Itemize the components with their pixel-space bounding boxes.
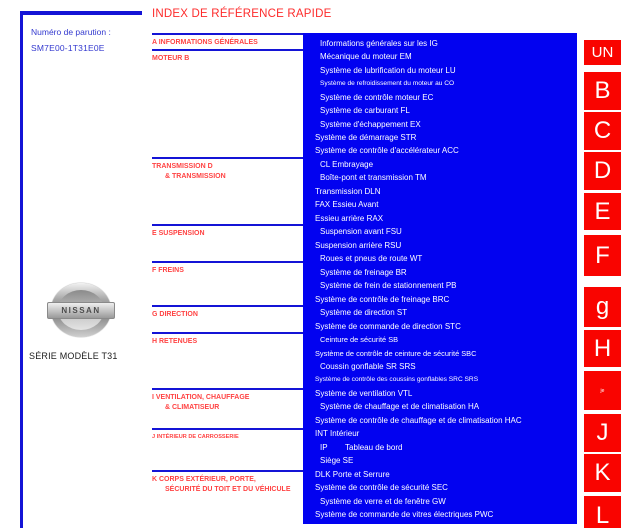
thumb-tab-j[interactable]: J	[584, 414, 621, 452]
thumb-tab-b[interactable]: B	[584, 72, 621, 110]
index-item[interactable]: Système de frein de stationnement PB	[320, 281, 457, 291]
category-t[interactable]	[152, 157, 303, 224]
index-item[interactable]: Système de contrôle des coussins gonflables SRC SRS	[315, 376, 479, 384]
category-label-line: TRANSMISSION D	[152, 163, 213, 170]
thumb-tab-l[interactable]: L	[584, 496, 621, 528]
category-e[interactable]	[152, 224, 303, 261]
category-label-line: G DIRECTION	[152, 311, 198, 318]
category-label-line: MOTEUR B	[152, 55, 190, 62]
category-i[interactable]	[152, 388, 303, 428]
nissan-logo-text: NISSAN	[61, 306, 101, 315]
index-item[interactable]: Essieu arrière RAX	[315, 213, 384, 223]
category-label-line: & TRANSMISSION	[165, 172, 226, 180]
index-item[interactable]: Siège SE	[320, 456, 354, 466]
index-item[interactable]: Système d'échappement EX	[320, 119, 421, 129]
category-label-line: & CLIMATISEUR	[165, 403, 220, 411]
thumb-tab-k[interactable]: K	[584, 454, 621, 492]
nissan-logo-bar	[47, 302, 115, 319]
index-item[interactable]: Mécanique du moteur EM	[320, 52, 412, 62]
index-item[interactable]: Informations générales sur les IG	[320, 38, 438, 48]
index-item[interactable]: CL Embrayage	[320, 159, 374, 169]
category-label-line: A INFORMATIONS GÉNÉRALES	[152, 39, 258, 46]
category-j[interactable]	[152, 428, 303, 470]
category-a[interactable]	[152, 33, 303, 49]
index-item[interactable]: Système de direction ST	[320, 308, 408, 318]
publication-info-panel	[20, 11, 142, 528]
index-item[interactable]: Ceinture de sécurité SB	[320, 335, 399, 345]
thumb-tab-c[interactable]: C	[584, 112, 621, 150]
index-item[interactable]: Système de contrôle moteur EC	[320, 92, 434, 102]
thumb-tab-g[interactable]: g	[584, 287, 621, 327]
index-item[interactable]: Roues et pneus de route WT	[320, 254, 423, 264]
index-item[interactable]: FAX Essieu Avant	[315, 200, 379, 210]
category-label-line: K CORPS EXTÉRIEUR, PORTE,	[152, 476, 256, 483]
thumb-tab-f[interactable]: F	[584, 235, 621, 276]
category-label-line: I VENTILATION, CHAUFFAGE	[152, 394, 250, 401]
index-item[interactable]: Système de commande de vitres électriques PWC	[315, 510, 494, 520]
index-item[interactable]: Système de démarrage STR	[315, 133, 417, 143]
index-item[interactable]: Système de contrôle d'accélérateur ACC	[315, 146, 459, 156]
index-item[interactable]: Système de lubrification du moteur LU	[320, 65, 456, 75]
index-item[interactable]: INT Intérieur	[315, 429, 360, 439]
section-index-list	[303, 33, 577, 524]
category-label-line: E SUSPENSION	[152, 230, 205, 237]
issue-number-label: Numéro de parution :	[31, 27, 111, 37]
category-f[interactable]	[152, 261, 303, 305]
issue-number-value: SM7E00-1T31E0E	[31, 43, 105, 53]
index-item[interactable]: Système de contrôle de freinage BRC	[315, 294, 450, 304]
category-label-line: H RETENUES	[152, 338, 198, 345]
index-item[interactable]: Système de contrôle de sécurité SEC	[315, 483, 448, 493]
category-k[interactable]	[152, 470, 303, 528]
index-item[interactable]: Système de verre et de fenêtre GW	[320, 496, 446, 506]
index-item[interactable]: DLK Porte et Serrure	[315, 469, 390, 479]
thumb-tab-h[interactable]: H	[584, 330, 621, 367]
index-item[interactable]: Coussin gonflable SR SRS	[320, 361, 416, 371]
thumb-tab-je[interactable]: je	[584, 371, 621, 410]
index-item[interactable]: Système de contrôle de ceinture de sécurité SBC	[315, 348, 477, 358]
category-h[interactable]	[152, 332, 303, 388]
index-item[interactable]: Système de freinage BR	[320, 267, 407, 277]
index-item[interactable]: Système de ventilation VTL	[315, 388, 413, 398]
thumb-tab-e[interactable]: E	[584, 193, 621, 230]
model-series-label: SÉRIE MODÈLE T31	[29, 351, 118, 361]
category-m[interactable]	[152, 49, 303, 157]
nissan-logo	[51, 283, 111, 337]
index-item[interactable]: Boîte-pont et transmission TM	[320, 173, 427, 183]
category-g[interactable]	[152, 305, 303, 332]
index-item[interactable]: Transmission DLN	[315, 186, 381, 196]
index-item[interactable]: Système de commande de direction STC	[315, 321, 461, 331]
thumb-tab-un[interactable]: UN	[584, 40, 621, 65]
category-label-line: F FREINS	[152, 267, 184, 274]
index-item[interactable]: Système de carburant FL	[320, 106, 410, 116]
category-label-line: SÉCURITÉ DU TOIT ET DU VÉHICULE	[165, 485, 291, 493]
index-item[interactable]: Suspension arrière RSU	[315, 240, 402, 250]
index-item[interactable]: Système de refroidissement du moteur au CO	[320, 80, 455, 88]
thumb-tab-d[interactable]: D	[584, 152, 621, 190]
page-title: INDEX DE RÉFÉRENCE RAPIDE	[152, 8, 332, 20]
index-item[interactable]: IP Tableau de bord	[320, 442, 403, 452]
category-label-line: J INTÉRIEUR DE CARROSSERIE	[152, 434, 239, 440]
index-item[interactable]: Système de contrôle de chauffage et de climatisation HAC	[315, 415, 522, 425]
index-item[interactable]: Système de chauffage et de climatisation HA	[320, 402, 480, 412]
index-item[interactable]: Suspension avant FSU	[320, 227, 402, 237]
